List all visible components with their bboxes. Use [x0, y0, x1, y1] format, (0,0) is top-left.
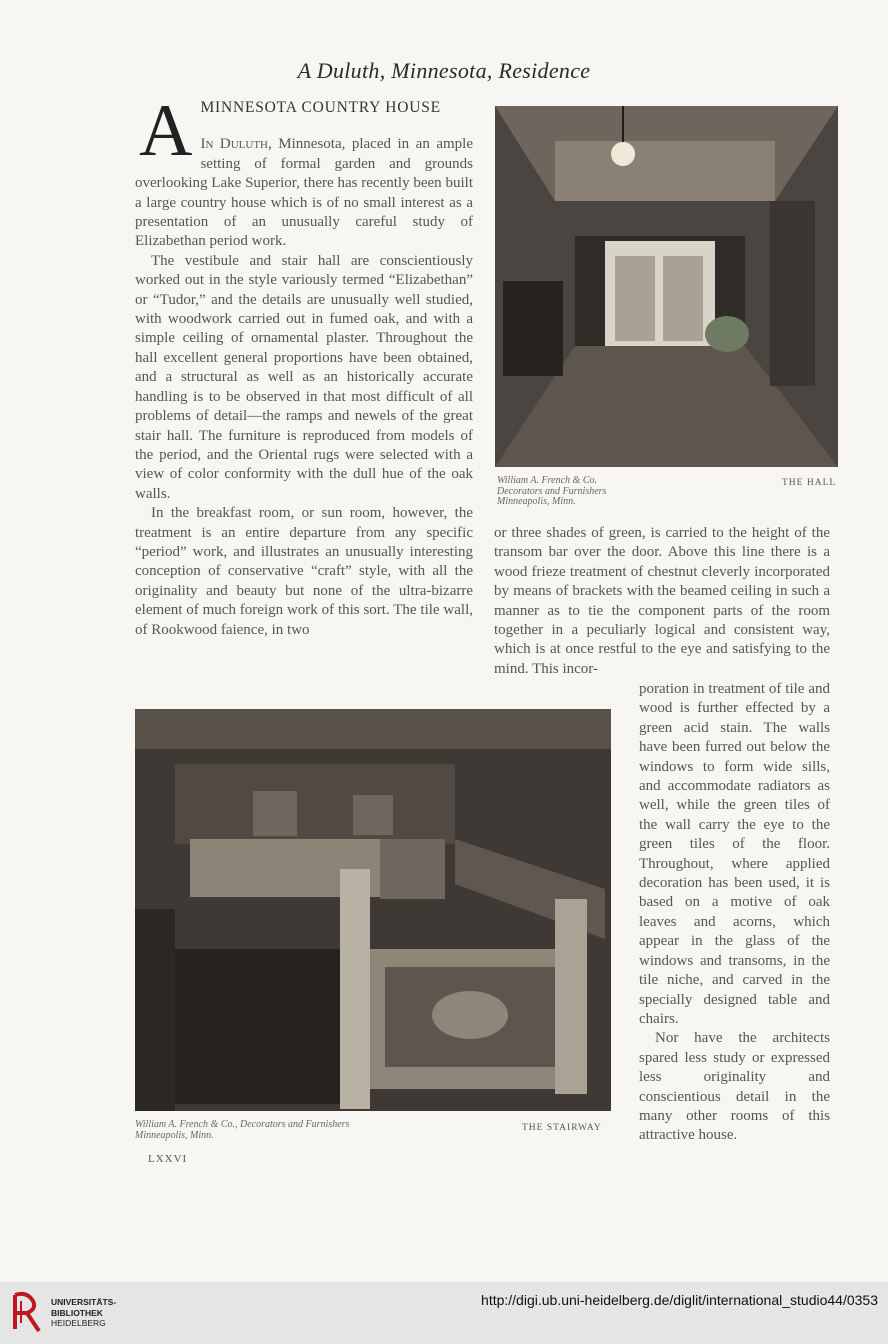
article-left-column — [135, 90, 473, 640]
library-name-line-3: HEIDELBERG — [51, 1318, 106, 1328]
paragraph-2: The vestibule and stair hall are conscientiously worked out in the style variously termed “Elizabethan” or “Tudor,” and the details are unusually well studied, with woodwork carried out in fumed oak, and with a simple ceiling of ornamental plaster. Throughout the hall excellent general proportions have been obtained, and a structural as well as an historically accurate handling is to be observed in that most difficult of all problems of detail—the ramps and newels of the great stair hall. The furniture is reproduced from models of the period, and the Oriental rugs were selected with a view of color conformity with the dull hue of the oak walls. — [135, 252, 473, 502]
article-right-column — [494, 524, 830, 679]
hall-photograph — [495, 106, 838, 467]
library-name-line-2: BIBLIOTHEK — [51, 1307, 103, 1318]
article-narrow-column — [639, 680, 830, 1146]
library-name — [51, 1297, 116, 1329]
article-heading: MINNESOTA COUNTRY HOUSE — [200, 99, 441, 116]
hall-photo-title: THE HALL — [782, 478, 837, 488]
paragraph-1-lead: In Duluth, — [200, 136, 272, 153]
stairway-photograph — [135, 709, 611, 1111]
paragraph-1-text: Minnesota, placed in an ample setting of formal garden and grounds overlooking Lake Superior, there has recently been built a large country house which is of no small interest as a presentation of an unusually careful study of Elizabethan period work. — [135, 136, 473, 250]
paragraph-3-end: poration in treatment of tile and wood is further effected by a green acid stain. The walls have been furred out below the windows to form wide sills, and accommodate radiators as well, while the green tiles of the wall carry the eye to the green tiles of the floor. Throughout, where applied decoration has been used, it is based on a motive of oak leaves and acorns, which appear in the glass of the windows and transoms, in the tile niche, and carved in the specially designed table and chairs. — [639, 681, 830, 1027]
page-number: LXXVI — [148, 1153, 188, 1165]
paragraph-4: Nor have the architects spared less study or expressed less originality and conscientious detail in the many other rooms of this attractive house. — [639, 1030, 830, 1144]
dropcap: A — [139, 90, 193, 172]
stairway-photo-title: THE STAIRWAY — [522, 1123, 602, 1133]
hall-photo-credit: William A. French & Co. Decorators and Furnishers Minneapolis, Minn. — [497, 475, 607, 507]
paragraph-3-continued: or three shades of green, is carried to the height of the transom bar over the door. Above this line there is a wood frieze treatment of chestnut cleverly incorporated by means of brackets with the beamed ceiling in such a manner as to tie the component parts of the room together in a peculiarly logical and consistent way, which is at once restful to the eye and satisfying to the mind. This incor- — [494, 525, 830, 677]
paragraph-3: In the breakfast room, or sun room, however, the treatment is an entire departure from any specific “period” work, and illustrates an unusually interesting conception of conservative “craft” style, with all the originality and beauty but none of the ultra-bizarre element of much foreign work of this sort. The tile wall, of Rookwood faience, in two — [135, 505, 473, 638]
digitization-footer — [0, 1282, 888, 1344]
running-title: A Duluth, Minnesota, Residence — [297, 58, 591, 83]
university-library-logo-icon — [9, 1289, 45, 1335]
library-name-line-1: UNIVERSITÄTS- — [51, 1297, 117, 1307]
stairway-photo-credit: William A. French & Co., Decorators and Furnishers Minneapolis, Minn. — [135, 1119, 350, 1141]
source-url-link[interactable]: http://digi.ub.uni-heidelberg.de/diglit/international_studio44/0353 — [481, 1292, 878, 1308]
